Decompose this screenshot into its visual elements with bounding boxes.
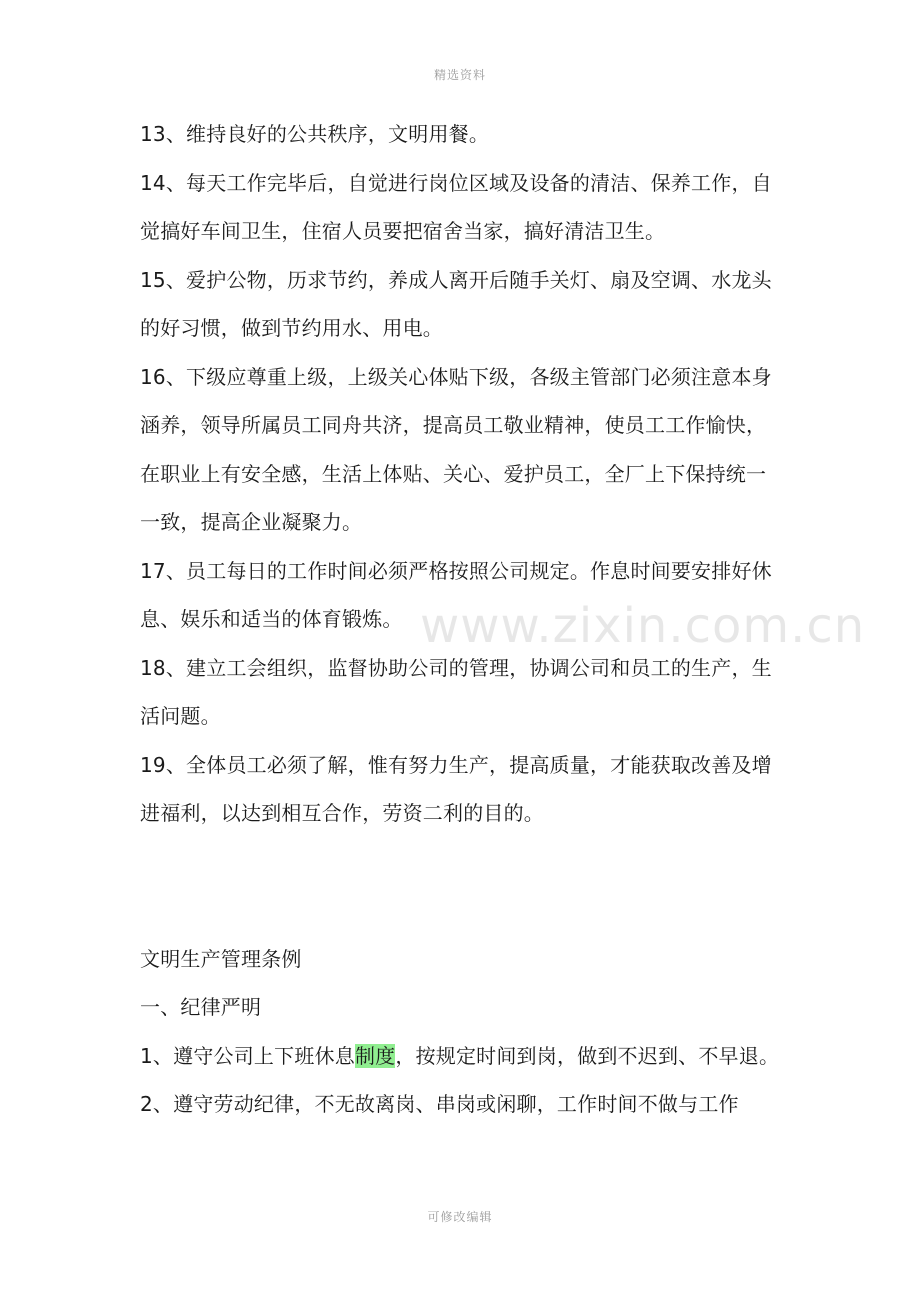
highlighted-term: 制度 (354, 1043, 396, 1068)
rule-item-1-text-before: 1、遵守公司上下班休息 (140, 1043, 355, 1068)
rule-item-2: 2、遵守劳动纪律，不无故离岗、串岗或闲聊，工作时间不做与工作 (140, 1092, 739, 1116)
page-footer-note: 可修改编辑 (427, 1210, 493, 1224)
paragraph-14: 14、每天工作完毕后，自觉进行岗位区域及设备的清洁、保养工作，自觉搞好车间卫生，住宿人员要把宿舍当家，搞好清洁卫生。 (140, 170, 772, 243)
page-header-note: 精选资料 (433, 68, 486, 82)
paragraph-17: 17、员工每日的工作时间必须严格按照公司规定。作息时间要安排好休息、娱乐和适当的体育锻炼。 (140, 558, 772, 631)
section-title: 文明生产管理条例 (140, 946, 302, 971)
paragraph-18: 18、建立工会组织，监督协助公司的管理，协调公司和员工的生产，生活问题。 (140, 655, 772, 728)
paragraph-19: 19、全体员工必须了解，惟有努力生产，提高质量，才能获取改善及增进福利，以达到相互合作，劳资二利的目的。 (140, 752, 772, 825)
document-body (140, 110, 785, 1129)
section-spacer (140, 838, 785, 935)
paragraph-16: 16、下级应尊重上级，上级关心体贴下级，各级主管部门必须注意本身涵养，领导所属员工同舟共济，提高员工敬业精神，使员工工作愉快，在职业上有安全感，生活上体贴、关心、爱护员工，全厂上下保持统一一致，提高企业凝聚力。 (140, 364, 772, 534)
watermark: www.zixin.com.cn (420, 598, 866, 654)
rule-item-1-text-after: ，按规定时间到岗，做到不迟到、不早退。 (395, 1043, 780, 1068)
paragraph-15: 15、爱护公物，历求节约，养成人离开后随手关灯、扇及空调、水龙头的好习惯，做到节约用水、用电。 (140, 267, 772, 340)
paragraph-13: 13、维持良好的公共秩序，文明用餐。 (140, 122, 490, 146)
rule-item-1 (140, 1032, 785, 1081)
section-subtitle: 一、纪律严明 (140, 995, 262, 1019)
